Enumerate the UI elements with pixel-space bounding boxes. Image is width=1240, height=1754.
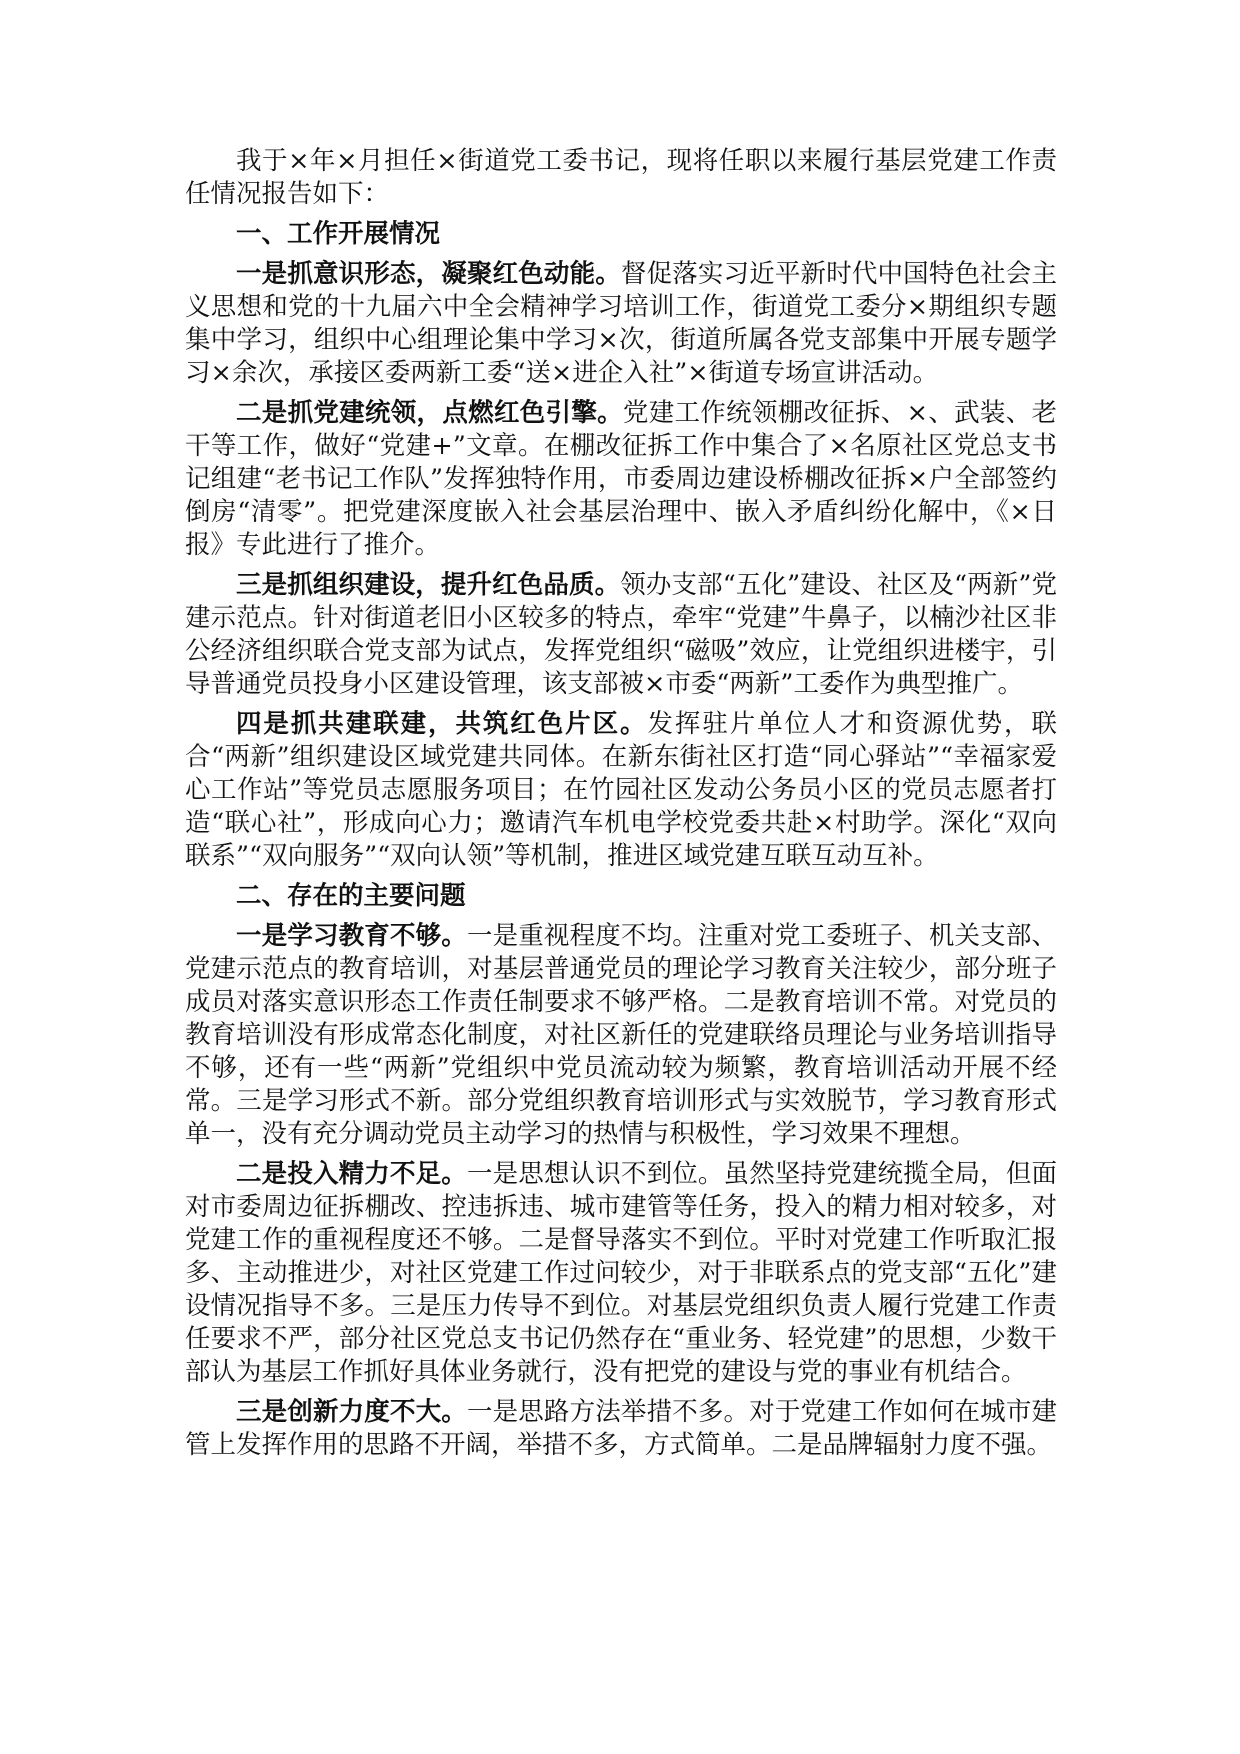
paragraph-lead: 一是抓意识形态，凝聚红色动能。	[236, 259, 621, 289]
section-heading-1: 一、工作开展情况	[236, 219, 441, 249]
paragraph	[185, 920, 1057, 1151]
paragraph-lead: 二是抓党建统领，点燃红色引擎。	[236, 398, 623, 428]
paragraph-lead: 一是学习教育不够。	[236, 921, 467, 951]
section-heading-2: 二、存在的主要问题	[236, 881, 466, 911]
paragraph-body: 一是思路方法举措不多。对于党建工作如何在城市建管上发挥作用的思路不开阔，举措不多，方式简单。二是品牌辐射力度不强。	[185, 1397, 1057, 1460]
paragraph-lead: 二是投入精力不足。	[236, 1159, 467, 1189]
paragraph-lead: 三是抓组织建设，提升红色品质。	[236, 570, 621, 600]
paragraph	[185, 397, 1057, 562]
paragraph	[185, 569, 1057, 701]
paragraph	[185, 258, 1057, 390]
paragraph-body: 领办支部“五化”建设、社区及“两新”党建示范点。针对街道老旧小区较多的特点，牵牢“党建”牛鼻子，以楠沙社区非公经济组织联合党支部为试点，发挥党组织“磁吸”效应，让党组织进楼宇，引导普通党员投身小区建设管理，该支部被×市委“两新”工委作为典型推广。	[185, 570, 1057, 699]
paragraph-lead: 四是抓共建联建，共筑红色片区。	[236, 709, 648, 739]
paragraph-body: 党建工作统领棚改征拆、×、武装、老干等工作，做好“党建+”文章。在棚改征拆工作中集合了×名原社区党总支书记组建“老书记工作队”发挥独特作用，市委周边建设桥棚改征拆×户全部签约倒房“清零”。把党建深度嵌入社会基层治理中、嵌入矛盾纠纷化解中，《×日报》专此进行了推介。	[185, 398, 1057, 560]
paragraph-body: 一是重视程度不均。注重对党工委班子、机关支部、党建示范点的教育培训，对基层普通党员的理论学习教育关注较少，部分班子成员对落实意识形态工作责任制要求不够严格。二是教育培训不常。对党员的教育培训没有形成常态化制度，对社区新任的党建联络员理论与业务培训指导不够，还有一些“两新”党组织中党员流动较为频繁，教育培训活动开展不经常。三是学习形式不新。部分党组织教育培训形式与实效脱节，学习教育形式单一，没有充分调动党员主动学习的热情与积极性，学习效果不理想。	[185, 921, 1057, 1149]
paragraph	[185, 1158, 1057, 1389]
paragraph-body: 督促落实习近平新时代中国特色社会主义思想和党的十九届六中全会精神学习培训工作，街道党工委分×期组织专题集中学习，组织中心组理论集中学习×次，街道所属各党支部集中开展专题学习×余次，承接区委两新工委“送×进企入社”×街道专场宣讲活动。	[185, 259, 1057, 388]
paragraph	[185, 1396, 1057, 1462]
paragraph-lead: 三是创新力度不大。	[236, 1397, 467, 1427]
paragraph-body: 发挥驻片单位人才和资源优势，联合“两新”组织建设区域党建共同体。在新东街社区打造“同心驿站”“幸福家爱心工作站”等党员志愿服务项目；在竹园社区发动公务员小区的党员志愿者打造“联心社”，形成向心力；邀请汽车机电学校党委共赴×村助学。深化“双向联系”“双向服务”“双向认领”等机制，推进区域党建互联互动互补。	[185, 709, 1057, 871]
paragraph-body: 一是思想认识不到位。虽然坚持党建统揽全局，但面对市委周边征拆棚改、控违拆违、城市建管等任务，投入的精力相对较多，对党建工作的重视程度还不够。二是督导落实不到位。平时对党建工作听取汇报多、主动推进少，对社区党建工作过问较少，对于非联系点的党支部“五化”建设情况指导不多。三是压力传导不到位。对基层党组织负责人履行党建工作责任要求不严，部分社区党总支书记仍然存在“重业务、轻党建”的思想，少数干部认为基层工作抓好具体业务就行，没有把党的建设与党的事业有机结合。	[185, 1159, 1057, 1387]
document-page	[185, 145, 1057, 1469]
intro-paragraph: 我于×年×月担任×街道党工委书记，现将任职以来履行基层党建工作责任情况报告如下：	[185, 146, 1057, 209]
paragraph	[185, 708, 1057, 873]
